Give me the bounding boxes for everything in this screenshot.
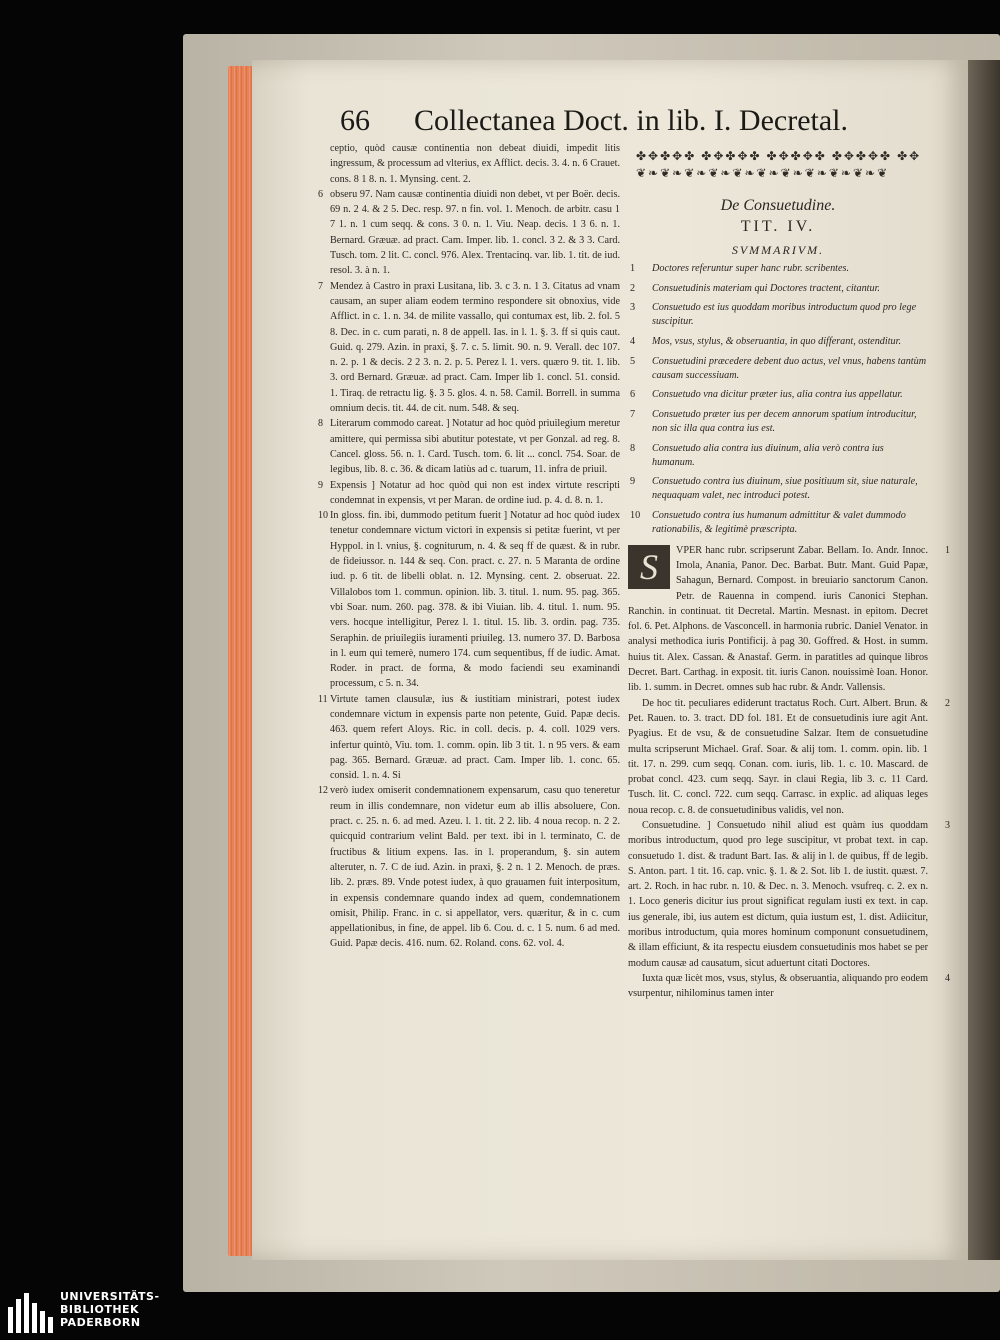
- left-paragraph: [318, 279, 620, 417]
- summary-item: [628, 388, 928, 402]
- title-number: TIT. IV.: [740, 218, 816, 236]
- left-paragraph: [318, 783, 620, 951]
- left-paragraph: [318, 692, 620, 784]
- summary-number: 8: [630, 442, 636, 454]
- right-paragraph: [628, 543, 950, 696]
- left-paragraph: [318, 187, 620, 279]
- margin-number: 7: [318, 280, 323, 292]
- summary-number: 4: [630, 336, 636, 348]
- paragraph-text: Literarum commodo careat. ] Notatur ad hoc quòd priuilegium meretur amittere, qui permissa sibi abutitur potestate, vt per Gonzal. ad reg. 8. Cancel. gloss. 56. n. 1. Card. Tusch. tom. 6. lit ... concl. 754. Soar. de legibus, lib. 8. c. 36. & dicam latiùs ad c. tuarum, 11. infra de priuil.: [330, 418, 620, 476]
- summary-text: Consuetudini præcedere debent duo actus, vel vnus, habens tantùm causam successiuam.: [652, 355, 927, 381]
- margin-number: 2: [945, 697, 950, 709]
- margin-number: 10: [318, 510, 328, 522]
- drop-cap: S: [628, 545, 670, 589]
- ornament-band: [636, 148, 928, 186]
- section-title: De Consuetudine.: [720, 197, 836, 214]
- logo-line-2: BIBLIOTHEK: [60, 1303, 140, 1316]
- summary-item: [628, 262, 928, 276]
- library-logo-mark-icon: [8, 1293, 54, 1333]
- paragraph-text: obseru 97. Nam causæ continentia diuidi non debet, vt per Boër. decis. 69 n. 2 4. & 2 5. Dec. resp. 97. n fin. vol. 1. Menoch. de arbitr. casu 1 7 1. n. 1 cum seqq. & cons. 3 0. n. 1. Viu. Neap. decis. 1 3 6. n. 1. Bernard. Græuæ. ad pract. Cam. Imper. lib. 1. concl. 3 2. & 3 3. Card. Tusch. tom. 2 lit. C. concl. 976. Alex. Trentacinq. var. lib. 1. tit. de iud. resol. 3. à n. 1.: [330, 188, 620, 277]
- paragraph-text: Virtute tamen clausulæ, ius & iustitiam ministrari, potest iudex condemnare victum in expensis parte non petente, Guid. Papæ decis. 463. quem refert Aloys. Ric. in coll. decis. p. 4. coll. 1029 vers. infertur quintò, Viu. tom. 1. comm. opin. lib 3 tit. 1. n 95 vers. & eam pag. 365. Bernard. Græuæ. ad pract. Cam. Imper lib. 1. conc. 65. consid. 1. n. 4. Si: [330, 693, 620, 782]
- summary-text: Consuetudo contra ius diuinum, siue positiuum sit, siue naturale, nequaquam valet, nec introduci potest.: [652, 476, 918, 502]
- summary-item: [628, 408, 928, 436]
- summary-item: [628, 475, 928, 503]
- page-header: [340, 104, 860, 144]
- margin-number: 1: [945, 544, 950, 556]
- paragraph-text: Expensis ] Notatur ad hoc quòd qui non est index virtute rescripti condemnat in expensis, vt per Maran. de ordine iud. p. 4. d. 8. n. 1.: [330, 479, 620, 506]
- page-number: 66: [340, 104, 370, 137]
- logo-line-3: PADERBORN: [60, 1316, 141, 1329]
- summary-text: Consuetudo contra ius humanum admittitur & valet dummodo rationabilis, & legitimè præscripta.: [652, 510, 906, 535]
- summary-number: 2: [630, 282, 636, 294]
- margin-number: 8: [318, 418, 323, 430]
- summary-item: [628, 442, 928, 470]
- summary-text: Consuetudo vna dicitur præter ius, alia contra ius appellatur.: [652, 389, 903, 401]
- left-paragraph: [318, 416, 620, 477]
- summary-number: 6: [630, 389, 636, 401]
- ornament-line: ✤✥✤✥✤ ✤✥✤✥✤ ✤✥✤✥✤ ✤✥✤✥✤ ✤✥: [636, 149, 922, 163]
- margin-number: 9: [318, 479, 323, 491]
- summary-item: [628, 509, 928, 537]
- margin-number: 12: [318, 785, 328, 797]
- right-body: [628, 543, 950, 1002]
- summary-number: 5: [630, 355, 636, 367]
- summary-number: 7: [630, 409, 636, 421]
- logo-line-1: UNIVERSITÄTS-: [60, 1290, 160, 1303]
- paragraph-text: Iuxta quæ licèt mos, vsus, stylus, & obseruantia, aliquando pro eodem vsurpentur, nihilominus tamen inter: [628, 972, 928, 1000]
- margin-number: 6: [318, 188, 323, 200]
- book-spine: [968, 60, 1000, 1260]
- left-column: [318, 141, 620, 952]
- left-paragraph: [318, 478, 620, 509]
- summary-text: Consuetudo præter ius per decem annorum spatium introducitur, non sic illa qua contra ius est.: [652, 409, 917, 435]
- summary-list: [628, 262, 928, 537]
- margin-number: 4: [945, 972, 950, 984]
- margin-number: 11: [318, 693, 328, 705]
- summary-item: [628, 301, 928, 329]
- paragraph-text: In gloss. fin. ibi, dummodo petitum fuerit ] Notatur ad hoc quòd iudex tenetur condemnare victum victori in expensis si petitæ fuerint, vt per Hyppol. in l. vnius, §. cogniturum, n. 4. & seq ff de quæst. & in rubr. de fideiussor. n. 144 & seq. Con. pract. c. 27. n. 5 Maranta de ordine iud. p. 6 tit. de libelli oblat. n. 12. Mynsing. cent. 2. obseruat. 22. Villalobos tom 1. commun. opinion. lib. 3. titul. 1. num. 95. pag. 365. vbi Soar. num. 260. pag. 378. & ibi Viuian. lib. 4. titul. 1. num. 95. vers. hocque intelligitur, Perez l. 1. titul. 15. lib. 3. ordin. pag. 735. Seraphin. de priuilegiis iuramenti priuileg. 13. numero 37. D. Barbosa in l. eum qui temerè, numero 174. cum sequentibus, ff de iudic. Amat. Roder. in pract. de forma, & modo faciendi seu examinandi processum, c 5. n. 34.: [330, 510, 620, 690]
- running-title: Collectanea Doct. in lib. I. Decretal.: [414, 104, 848, 137]
- right-paragraph: [628, 971, 950, 1002]
- summary-text: Consuetudinis materiam qui Doctores tractent, citantur.: [652, 282, 880, 294]
- paragraph-text: Consuetudine. ] Consuetudo nihil aliud est quàm ius quoddam moribus introductum, quod pro lege suscipitur, vt probat text. in cap. consuetudo 1. dist. & tradunt Bart. Ias. & alij in l. de quibus, ff de legib. S. Anton. part. 1 tit. 16. cap. vnic. §. 1. & 2. Sot. lib 1. de iustit. quæst. 7. art. 2. Roch. in hac rubr. n. 10. & Dec. n. 3. Menoch. vsufreq. c. 2. ex n. 1. Loco generis dicitur ius prout significat regulam iusti ex text. in cap. ius generale, ibi, ius autem est dictum, quia iustum est, 1. dist. Adiicitur, moribus introductum, quia mores hominum componunt consuetudinem, & illam efficiunt, & ita respectu eiusdem consuetudinis mos habet se per modum causæ ad causatum, sicut aduertunt citati Doctores.: [628, 819, 928, 969]
- library-logo-text: [60, 1290, 160, 1329]
- right-paragraph: [628, 696, 950, 818]
- summary-item: [628, 282, 928, 296]
- paragraph-text: VPER hanc rubr. scripserunt Zabar. Bellam. Io. Andr. Innoc. Imola, Anania, Panor. Dec. Barbat. Butr. Mant. Guid Papæ, Sahagun, Bernard. Compost. in breuiario sanctorum Canon. Petr. de Rauenna in compend. iuris Canonici Stephan. Ranchin. in continuat. tit Decretal. Martin. Mesnast. in epitom. Decret fol. 6. Pet. Alphons. de Vasconcell. in harmonia rubric. Daniel Venator. in analysi methodica iuris Pontificij. à pag 30. Goffred. & Host. in summ. huius tit. Alex. Cassan. & Anastaf. Germ. in paratitles ad quinque libros Decret. Bart. Carthag. in exposit. tit. iuris Canon. nouissimè Ioan. Honor. lib. 1. summ. in Decret. omnes sub hac rubr. & Andr. Vallensis.: [628, 544, 928, 694]
- summary-number: 9: [630, 476, 636, 488]
- summary-item: [628, 355, 928, 383]
- summarium-heading: SVMMARIVM.: [731, 242, 825, 257]
- summary-text: Doctores referuntur super hanc rubr. scribentes.: [652, 262, 850, 274]
- paragraph-text: Mendez à Castro in praxi Lusitana, lib. 3. c 3. n. 1 3. Citatus ad vnam causam, an super aliam eodem termino respondere sit obnoxius, vide Afflict. in c. 1. n. 34. de milite vassallo, qui contumax est, lib. 2. fol. 5 8. Dec. in c. cum parati, n. 8 de appell. Ias. in l. 1. §. 3. ff si quis caut. Guid. q. 279. Azin. in praxi, §. 7. c. 5. limit. 90. n. 9. Verall. dec 107. n. 2. p. 1 & decis. 2 2 3. n. 2. p. 5. Perez l. 1. vers. quæro 9. tit. 1. lib. 3. ord Bernard. Græuæ. ad pract. Cam. Imper lib 1. concl. 51. consid. 1. Tiraq. de retractu lig. §. 3 5. glos. 4. n. 58. Camil. Borrell. in summa omnium decis. tit. 44. de cit. num. 548. & seq.: [330, 280, 620, 415]
- summary-text: Consuetudo alia contra ius diuinum, alia verò contra ius humanum.: [652, 442, 884, 468]
- right-column: [628, 148, 950, 1002]
- left-paragraph: [330, 141, 620, 187]
- summary-text: Mos, vsus, stylus, & obseruantia, in quo differant, ostenditur.: [652, 336, 902, 348]
- paragraph-text: ceptio, quòd causæ continentia non debeat diuidi, impedit litis ingressum, & processum ad vlterius, ex Afflict. decis. 3. 4. n. 6 Crauet. cons. 8 1 8. n. 1. Mynsing. cent. 2.: [330, 143, 620, 185]
- summary-number: 10: [630, 510, 641, 522]
- library-logo: [8, 1290, 248, 1336]
- ornament-line: ❦❧❦❧❦❧❦❧❦❧❦❧❦❧❦❧❦❧❦❧❦: [636, 166, 890, 180]
- right-paragraph: [628, 818, 950, 971]
- margin-number: 3: [945, 819, 950, 831]
- summary-number: 3: [630, 302, 636, 314]
- summary-text: Consuetudo est ius quoddam moribus introductum quod pro lege suscipitur.: [652, 302, 917, 328]
- left-paragraph: [318, 508, 620, 692]
- paragraph-text: verò iudex omiserit condemnationem expensarum, casu quo teneretur reum in illis condemnare, non videtur eum ab illis absoluere, Con. pract. c. 25. n. 6. ad med. Azeu. l. 1. tit. 2 2. lib. 4 noua recop. n. 2 2. quicquid contrarium velint Bald. per text. ibi in l. terminato, C. de fructibus & litium expens. Ias. in l. properandum, §. sin autem alteruter, n. 7. C de iud. Azin. in praxi, §. 2 n. 1 2. Menoch. de præs. lib. 2. præs. 89. Vnde potest iudex, à quo grauamen fuit interpositum, in expensis condemnare quando index ad quem, condemnationem omisit, Philip. Franc. in c. si appellator, vers. quæritur, & in c. cum appellationibus, in fine, de appel. lib 6. Cou. d. c. 1 5. num. 6 ad med. Guid. Papæ decis. 416. num. 62. Roland. cons. 62. vol. 4.: [330, 785, 620, 950]
- paragraph-text: De hoc tit. peculiares ediderunt tractatus Roch. Curt. Albert. Brun. & Pet. Rauen. to. 3. tract. DD fol. 181. Et de consuetudinis iure agit Ant. Pyagius. Et de vsu, & de consuetudine Salzar. Item de consuetudine multa scripserunt Michael. Graf. Soar. & alij tom. 1. comm. opin. lib. 1 tit. 17. n. 299. cum seqq. Conan. com. iuris, lib. 1. c. 10. Mascard. de probat concl. 423. cum seqq. Sayr. in claui Regia, lib 3. c. 11 Card. Tusch. lit. C. concl. 722. cum seqq. Carrasc. in explic. ad aliquas leges noua recop. c. 8. de consuetudinibus validis, vel non.: [628, 697, 928, 816]
- summary-number: 1: [630, 262, 636, 274]
- summary-item: [628, 335, 928, 349]
